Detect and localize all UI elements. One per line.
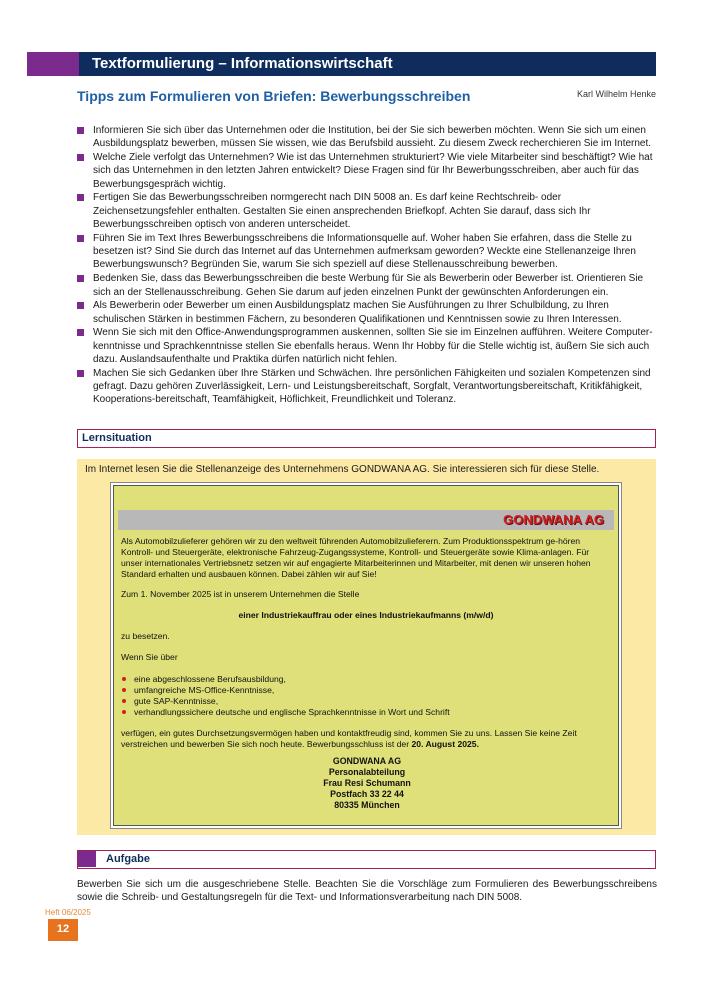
article-subtitle: Tipps zum Formulieren von Briefen: Bewerbungsschreiben xyxy=(77,88,471,104)
ad-deadline: 20. August 2025. xyxy=(411,739,479,749)
job-advertisement xyxy=(113,485,619,826)
bullet-square-icon xyxy=(77,302,84,309)
tip-item: Fertigen Sie das Bewerbungsschreiben normgerecht nach DIN 5008 an. Es darf keine Rechtschreib- oder Zeichensetzungsfehler enthalten. Gestalten Sie einen ansprechenden Briefkopf. Achten Sie darauf, dass sich Ihr Bewerbungsschreiben optisch von anderen unterscheidet. xyxy=(77,191,659,231)
contact-person: Frau Resi Schumann xyxy=(323,778,411,788)
issue-label: Heft 06/2025 xyxy=(45,908,91,917)
aufgabe-heading: Aufgabe xyxy=(106,853,150,865)
requirement-item: gute SAP-Kenntnisse, xyxy=(121,696,611,707)
ad-company-logo: GONDWANA AG xyxy=(503,512,604,527)
tip-item: Führen Sie im Text Ihres Bewerbungsschreibens die Informationsquelle auf. Woher haben Sie erfahren, dass die Stelle zu besetzen ist? Sind Sie durch das Internet auf das Unternehmen aufmerksam geworden? Weckte eine Stellenanzeige Ihren Bewerbungswunsch? Begründen Sie, warum Sie sich speziell auf diese Stellenausschreibung bewerben. xyxy=(77,232,659,272)
contact-city: 80335 München xyxy=(334,800,400,810)
ad-closing: verfügen, ein gutes Durchsetzungsvermögen haben und kontaktfreudig sind, kommen Sie zu uns. Lassen Sie keine Zeit verstreichen und bewerben Sie sich noch heute. Bewerbungsschluss ist der 20. August 2025. xyxy=(121,728,577,749)
aufgabe-heading-box xyxy=(77,850,656,869)
bullet-square-icon xyxy=(77,154,84,161)
ad-requirements-list xyxy=(121,674,611,718)
ad-fill: zu besetzen. xyxy=(121,631,170,641)
contact-company: GONDWANA AG xyxy=(332,756,402,766)
article-author: Karl Wilhelm Henke xyxy=(576,89,656,99)
tip-item: Informieren Sie sich über das Unternehmen oder die Institution, bei der Sie sich bewerben möchten. Wenn Sie sich um einen Ausbildungsplatz bewerben, müssen Sie wissen, wie das Berufsbild aussieht. Zu diesem Zweck recherchieren Sie im Internet. xyxy=(77,124,659,151)
bullet-square-icon xyxy=(77,235,84,242)
bullet-square-icon xyxy=(77,127,84,134)
bullet-square-icon xyxy=(77,275,84,282)
page-number-badge xyxy=(48,919,78,941)
bullet-square-icon xyxy=(77,329,84,336)
requirement-item: umfangreiche MS-Office-Kenntnisse, xyxy=(121,685,611,696)
tips-list xyxy=(77,124,659,407)
bullet-square-icon xyxy=(77,370,84,377)
ad-if-you: Wenn Sie über xyxy=(121,652,178,662)
requirement-item: verhandlungssichere deutsche und englische Sprachkenntnisse in Wort und Schrift xyxy=(121,707,611,718)
tip-item: Bedenken Sie, dass das Bewerbungsschreiben die beste Werbung für Sie als Bewerberin oder Bewerber ist. Orientieren Sie sich an der Stellenausschreibung. Gehen Sie darum auf jeden einzelnen Punkt der gewünschten Anforderungen ein. xyxy=(77,272,659,299)
header-bar xyxy=(27,52,656,76)
ad-intro: Als Automobilzulieferer gehören wir zu den weltweit führenden Automobilzulieferern. Zum Produktionsspektrum ge-hören Kontroll- und Steuergeräte, elektronische Fahrzeug-Zugangssysteme, Kontroll- und Steuergeräte sowie Klima-anlagen. Für unser internationales Vertriebsnetz setzen wir auf engagierte Mitarbeiterinnen und Mitarbeiter, mit denen wir unseren hohen Standard erhalten und ausbauen können. Dabei zählen wir auf Sie! xyxy=(121,536,591,579)
ad-position: einer Industriekauffrau oder eines Industriekaufmanns (m/w/d) xyxy=(238,610,494,620)
tip-item: Wenn Sie sich mit den Office-Anwendungsprogrammen auskennen, sollten Sie sie im Einzelnen aufführen. Weitere Computer-kenntnisse und Sprachkenntnisse stellen Sie ebenfalls heraus. Wenn Ihr Hobby für die Stelle wichtig ist, äußern Sie sich auch dazu. Auslandsaufenthalte und Praktika dürfen natürlich nicht fehlen. xyxy=(77,326,659,366)
lernsituation-heading: Lernsituation xyxy=(82,432,152,444)
header-accent xyxy=(27,52,79,76)
lernsituation-heading-box xyxy=(77,429,656,448)
requirement-item: eine abgeschlossene Berufsausbildung, xyxy=(121,674,611,685)
aufgabe-accent xyxy=(78,851,96,867)
bullet-dot-icon xyxy=(122,710,126,714)
contact-postbox: Postfach 33 22 44 xyxy=(330,789,404,799)
page-title: Textformulierung – Informationswirtschaft xyxy=(92,55,393,72)
lernsituation-intro: Im Internet lesen Sie die Stellenanzeige des Unternehmens GONDWANA AG. Sie interessieren sich für diese Stelle. xyxy=(85,464,600,475)
tip-item: Machen Sie sich Gedanken über Ihre Stärken und Schwächen. Ihre persönlichen Fähigkeiten und sozialen Kompetenzen sind gefragt. Dazu gehören Zuverlässigkeit, Lern- und Leistungsbereitschaft, Sorgfalt, Verantwortungsbereitschaft, Kritikfähigkeit, Kooperations-bereitschaft, Teamfähigkeit, Höflichkeit, Freundlichkeit und Toleranz. xyxy=(77,367,659,407)
page-number: 12 xyxy=(56,923,70,935)
ad-header xyxy=(118,510,614,530)
bullet-dot-icon xyxy=(122,699,126,703)
contact-department: Personalabteilung xyxy=(328,767,406,777)
aufgabe-text: Bewerben Sie sich um die ausgeschriebene Stelle. Beachten Sie die Vorschläge zum Formulieren des Bewerbungsschreibens sowie die Schreib- und Gestaltungsregeln für die Text- und Informationsverarbeitung nach DIN 5008. xyxy=(77,879,657,904)
ad-start: Zum 1. November 2025 ist in unserem Unternehmen die Stelle xyxy=(121,589,360,599)
bullet-square-icon xyxy=(77,194,84,201)
bullet-dot-icon xyxy=(122,688,126,692)
tip-item: Als Bewerberin oder Bewerber um einen Ausbildungsplatz machen Sie Ausführungen zu Ihrer Schulbildung, zu Ihren schulischen Stärken in bestimmen Fächern, zu besonderen Qualifikationen und Kenntnissen sowie zu Ihren Interessen. xyxy=(77,299,659,326)
bullet-dot-icon xyxy=(122,677,126,681)
ad-contact-block xyxy=(114,756,620,811)
tip-item: Welche Ziele verfolgt das Unternehmen? Wie ist das Unternehmen strukturiert? Wie viele Mitarbeiter sind beschäftigt? Wie hat sich das Unternehmen in den letzten Jahren entwickelt? Diese Fragen sind für Ihr Bewerbungsschreiben, aber auch für das Bewerbungsgespräch wichtig. xyxy=(77,151,659,191)
